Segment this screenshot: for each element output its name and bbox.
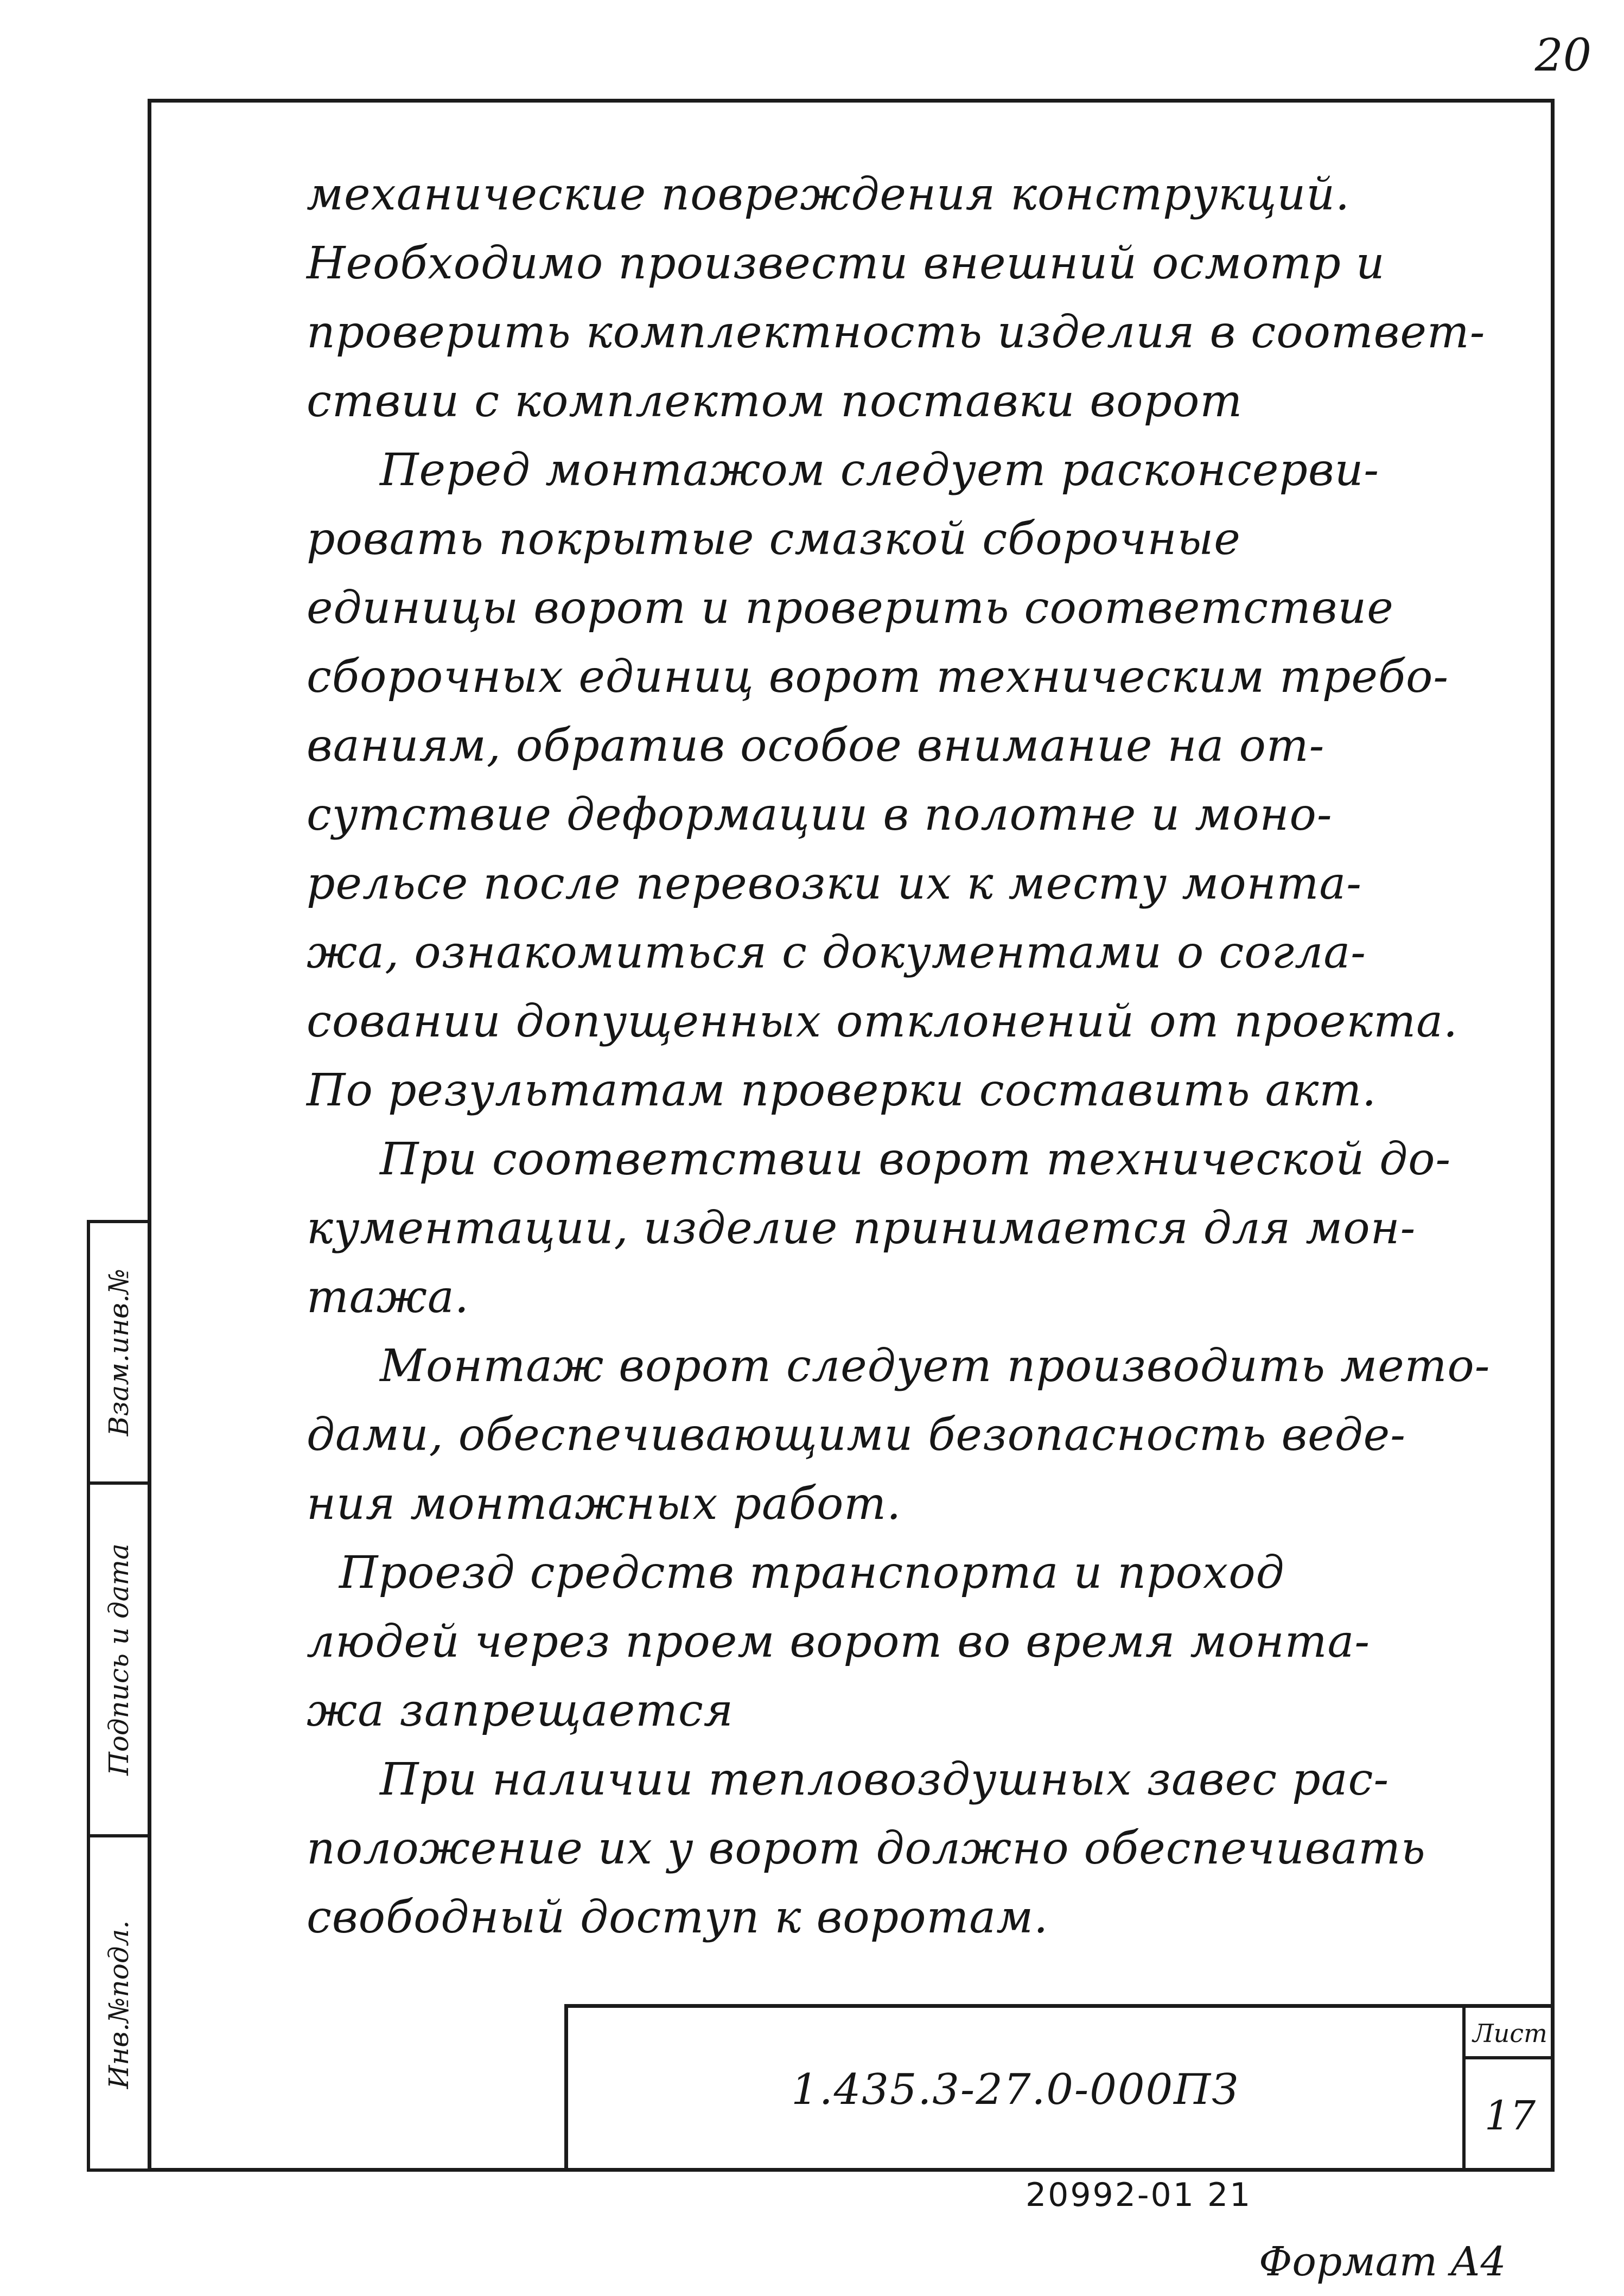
text-line: жа запрещается: [307, 1685, 734, 1737]
stamp-label-replacement: Взам.инв.№: [103, 1268, 135, 1436]
text-line: механические повреждения конструкций.: [307, 169, 1351, 220]
margin-stamp: [87, 1220, 148, 2172]
text-line: людей через проем ворот во время монта-: [307, 1616, 1371, 1668]
text-line: Необходимо произвести внешний осмотр и: [307, 238, 1385, 289]
page-number: 20: [1534, 30, 1591, 81]
text-line: При соответствии ворот технической до-: [380, 1134, 1451, 1185]
text-line: По результатам проверки составить акт.: [307, 1065, 1377, 1116]
stamp-label-inventory: Инв.№подл.: [103, 1920, 135, 2089]
page-frame: [148, 99, 1555, 2172]
text-line: Монтаж ворот следует производить мето-: [380, 1340, 1491, 1392]
text-line: единицы ворот и проверить соответствие: [307, 582, 1394, 634]
text-line: сборочных единиц ворот техническим требо-: [307, 651, 1449, 703]
text-line: Перед монтажом следует расконсерви-: [380, 444, 1380, 496]
text-line: Проезд средств транспорта и проход: [339, 1547, 1285, 1599]
text-line: При наличии тепловоздушных завес рас-: [380, 1754, 1390, 1805]
text-line: ствии с комплектом поставки ворот: [307, 376, 1243, 427]
stamp-cell-replacement: [90, 1223, 148, 1485]
text-line: сутствие деформации в полотне и моно-: [307, 789, 1333, 841]
sheet-column: [1462, 2008, 1555, 2172]
text-line: кументации, изделие принимается для мон-: [307, 1203, 1416, 1254]
text-line: совании допущенных отклонений от проекта.: [307, 996, 1459, 1047]
stamp-label-signature: Подпись и дата: [103, 1543, 135, 1776]
text-line: ровать покрытые смазкой сборочные: [307, 513, 1241, 565]
text-line: дами, обеспечивающими безопасность веде-: [307, 1409, 1406, 1461]
stamp-cell-inventory: [90, 1837, 148, 2172]
document-code: 20992-01 21: [1026, 2176, 1252, 2214]
text-line: рельсе после перевозки их к месту монта-: [307, 858, 1362, 910]
text-line: жа, ознакомиться с документами о согла-: [307, 927, 1366, 978]
text-line: ния монтажных работ.: [307, 1478, 902, 1530]
text-line: свободный доступ к воротам.: [307, 1892, 1049, 1943]
sheet-number: 17: [1484, 2092, 1536, 2139]
document-designation: 1.435.3-27.0-000ПЗ: [791, 2065, 1239, 2114]
text-line: ваниям, обратив особое внимание на от-: [307, 720, 1325, 772]
sheet-label: Лист: [1466, 2008, 1555, 2059]
text-line: тажа.: [307, 1271, 469, 1323]
format-label: Формат А4: [1259, 2238, 1506, 2285]
stamp-cell-signature: [90, 1485, 148, 1837]
title-block: [564, 2004, 1555, 2172]
text-line: положение их у ворот должно обеспечивать: [307, 1823, 1426, 1874]
text-line: проверить комплектность изделия в соответ-: [307, 307, 1486, 358]
